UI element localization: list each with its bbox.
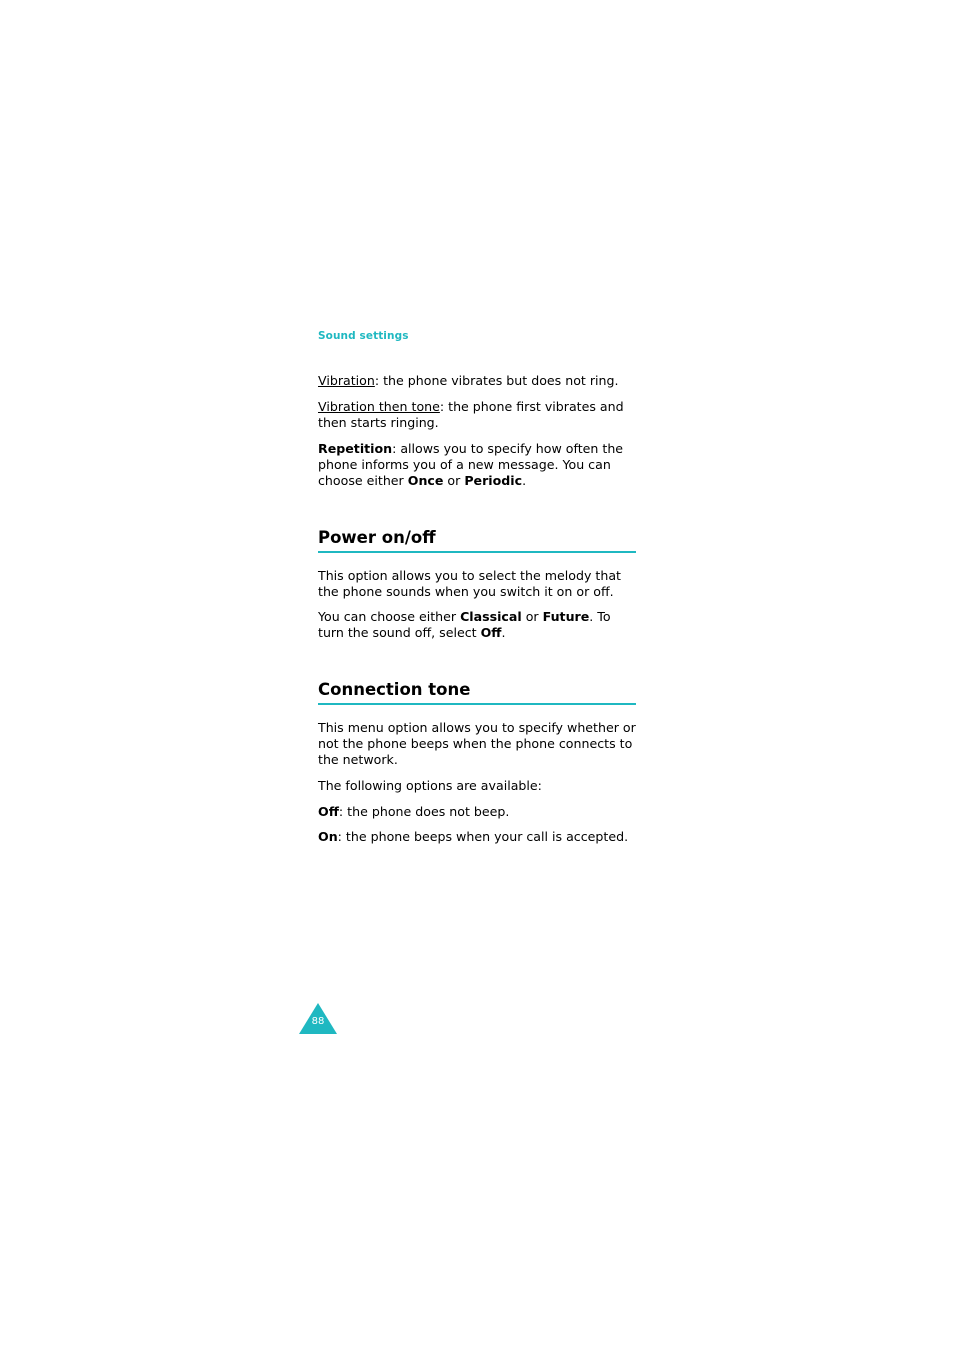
repetition-periodic: Periodic <box>464 473 523 488</box>
power-onoff-end: . <box>501 625 506 640</box>
power-onoff-options-text: You can choose either <box>318 609 461 624</box>
connection-tone-off-option <box>318 804 640 820</box>
repetition-desc: : allows you to specify how often the phone informs you of a new message. You can choose either <box>318 441 624 488</box>
power-onoff-or: or <box>521 609 543 624</box>
vibration-then-tone-option <box>318 399 640 431</box>
page-marker <box>298 1003 338 1035</box>
connection-tone-off-term: Off <box>318 804 339 819</box>
connection-tone-intro: The following options are available: <box>318 778 542 793</box>
power-onoff-turn-off-text: . To turn the sound off, select <box>318 609 611 640</box>
connection-tone-on-term: On <box>318 829 338 844</box>
connection-tone-on-desc: : the phone beeps when your call is accepted. <box>337 829 629 844</box>
power-onoff-future: Future <box>542 609 590 624</box>
repetition-or: or <box>443 473 465 488</box>
connection-tone-heading: Connection tone <box>318 680 636 705</box>
repetition-option <box>318 441 640 489</box>
connection-tone-off-desc: : the phone does not beep. <box>338 804 510 819</box>
vibration-option <box>318 373 640 389</box>
vibration-term: Vibration <box>318 373 375 388</box>
vibration-desc: : the phone vibrates but does not ring. <box>374 373 619 388</box>
power-onoff-classical: Classical <box>460 609 522 624</box>
power-onoff-options <box>318 609 640 641</box>
page-number: 88 <box>311 1016 325 1027</box>
repetition-term: Repetition <box>318 441 393 456</box>
vibration-then-tone-term: Vibration then tone <box>318 399 440 414</box>
power-onoff-heading: Power on/off <box>318 528 636 553</box>
section-label: Sound settings <box>318 330 409 342</box>
connection-tone-on-option <box>318 829 640 845</box>
power-onoff-description: This option allows you to select the melody that the phone sounds when you switch it on or off. <box>318 568 621 599</box>
power-onoff-off: Off <box>480 625 502 640</box>
repetition-once: Once <box>407 473 444 488</box>
repetition-end: . <box>522 473 527 488</box>
vibration-then-tone-desc: : the phone first vibrates and then starts ringing. <box>318 399 624 430</box>
connection-tone-description: This menu option allows you to specify whether or not the phone beeps when the phone connects to the network. <box>318 720 636 767</box>
